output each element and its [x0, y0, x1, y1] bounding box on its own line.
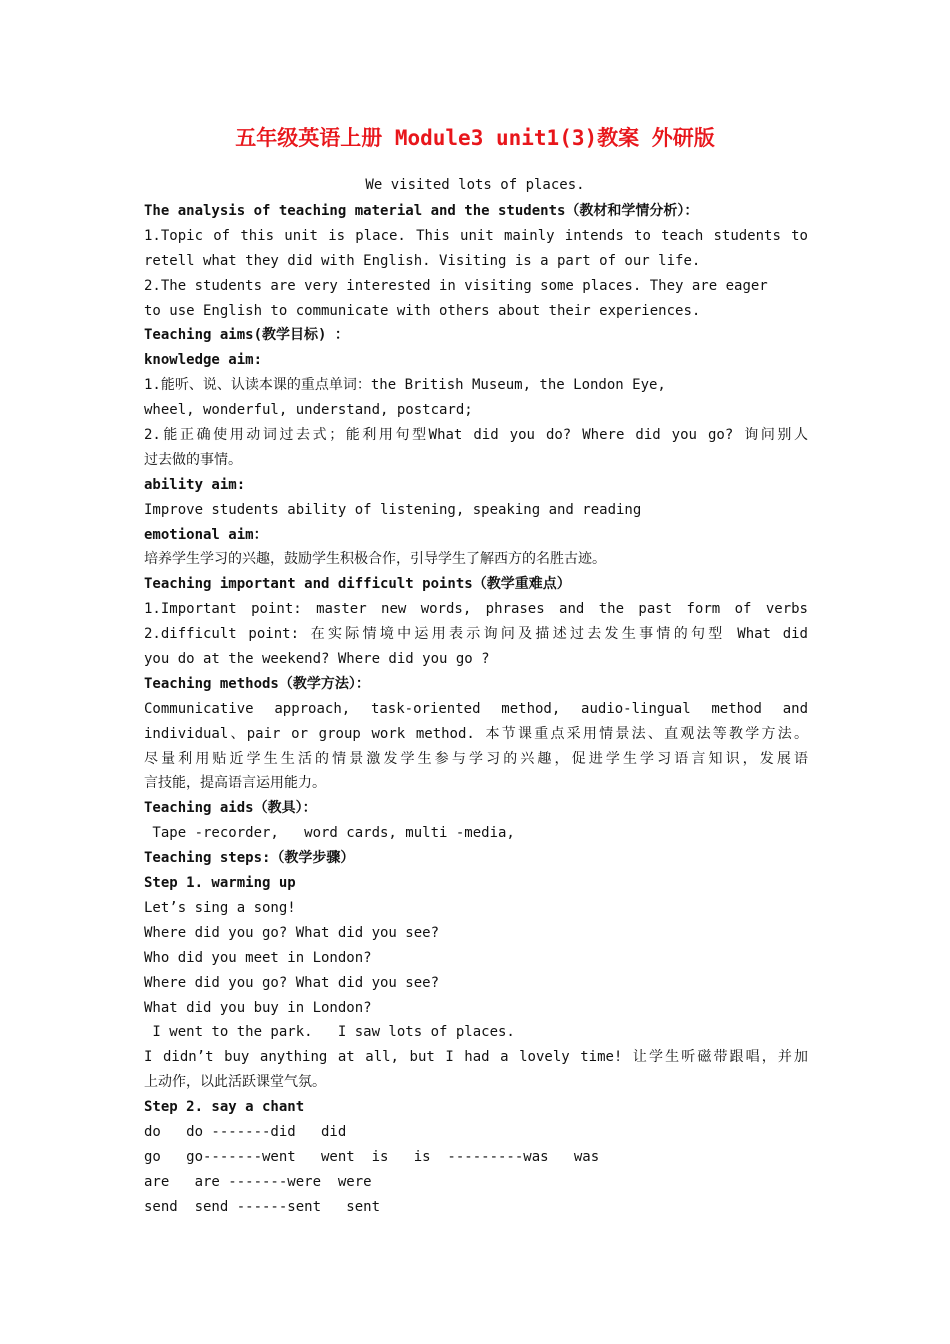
text-line: Communicative approach, task-oriented method, audio-lingual method and	[144, 700, 808, 717]
text-line: 2.difficult point: 在实际情境中运用表示询问及描述过去发生事情的句型 What did	[144, 626, 808, 643]
text-line: are are -------were were	[144, 1173, 372, 1190]
text-line: 1.Important point: master new words, phrases and the past form of verbs	[144, 601, 808, 618]
text-line: do do -------did did	[144, 1123, 347, 1140]
text-line: I didn’t buy anything at all, but I had a lovely time! 让学生听磁带跟唱，并加	[144, 1049, 808, 1066]
text-line: 1.能听、说、认读本课的重点单词：the British Museum, the London Eye,	[144, 377, 666, 394]
document-subtitle: We visited lots of places.	[365, 177, 585, 193]
section-heading: emotional aim：	[144, 526, 268, 543]
section-heading: The analysis of teaching material and the students（教材和学情分析）：	[144, 203, 699, 219]
text-line: Improve students ability of listening, speaking and reading	[144, 501, 642, 518]
section-heading: Teaching aims(教学目标) ：	[144, 327, 349, 344]
text-line: to use English to communicate with others about their experiences.	[144, 302, 701, 319]
section-heading: Teaching steps:（教学步骤）	[144, 850, 355, 867]
text-line: you do at the weekend? Where did you go ?	[144, 651, 490, 668]
text-line: Where did you go? What did you see?	[144, 924, 440, 941]
text-line: Let’s sing a song!	[144, 899, 296, 916]
section-heading: Step 2. say a chant	[144, 1099, 305, 1116]
text-line: 2.能正确使用动词过去式；能利用句型What did you do? Where did you go? 询问别人	[144, 427, 808, 444]
text-line: 2.The students are very interested in visiting some places. They are eager	[144, 277, 768, 294]
text-line: go go-------went went is is ---------was was	[144, 1148, 600, 1165]
text-line: 过去做的事情。	[144, 451, 242, 468]
section-heading: Teaching aids（教具）：	[144, 800, 317, 817]
text-line: Tape -recorder, word cards, multi -media,	[144, 825, 515, 842]
text-line: 1.Topic of this unit is place. This unit mainly intends to teach students to	[144, 227, 808, 244]
section-heading: Step 1. warming up	[144, 875, 296, 892]
document-title: 五年级英语上册 Module3 unit1(3)教案 外研版	[235, 126, 715, 150]
document-body	[144, 199, 808, 1220]
section-heading: ability aim:	[144, 476, 246, 493]
text-line: send send ------sent sent	[144, 1198, 381, 1215]
text-line: 上动作，以此活跃课堂气氛。	[144, 1074, 326, 1091]
section-heading: Teaching important and difficult points（教学重难点）	[144, 576, 571, 593]
text-line: wheel, wonderful, understand, postcard;	[144, 402, 473, 419]
text-line: individual、pair or group work method. 本节课重点采用情景法、直观法等教学方法。	[144, 725, 808, 742]
text-line: What did you buy in London?	[144, 999, 372, 1016]
text-line: 言技能，提高语言运用能力。	[144, 775, 326, 792]
section-heading: Teaching methods（教学方法）：	[144, 675, 370, 692]
section-heading: knowledge aim:	[144, 352, 263, 369]
text-line: Where did you go? What did you see?	[144, 974, 440, 991]
text-line: retell what they did with English. Visiting is a part of our life.	[144, 252, 701, 269]
text-line: 培养学生学习的兴趣，鼓励学生积极合作，引导学生了解西方的名胜古迹。	[144, 551, 606, 568]
text-line: I went to the park. I saw lots of places.	[144, 1024, 515, 1041]
text-line: 尽量利用贴近学生生活的情景激发学生参与学习的兴趣，促进学生学习语言知识，发展语	[144, 750, 808, 767]
text-line: Who did you meet in London?	[144, 949, 372, 966]
